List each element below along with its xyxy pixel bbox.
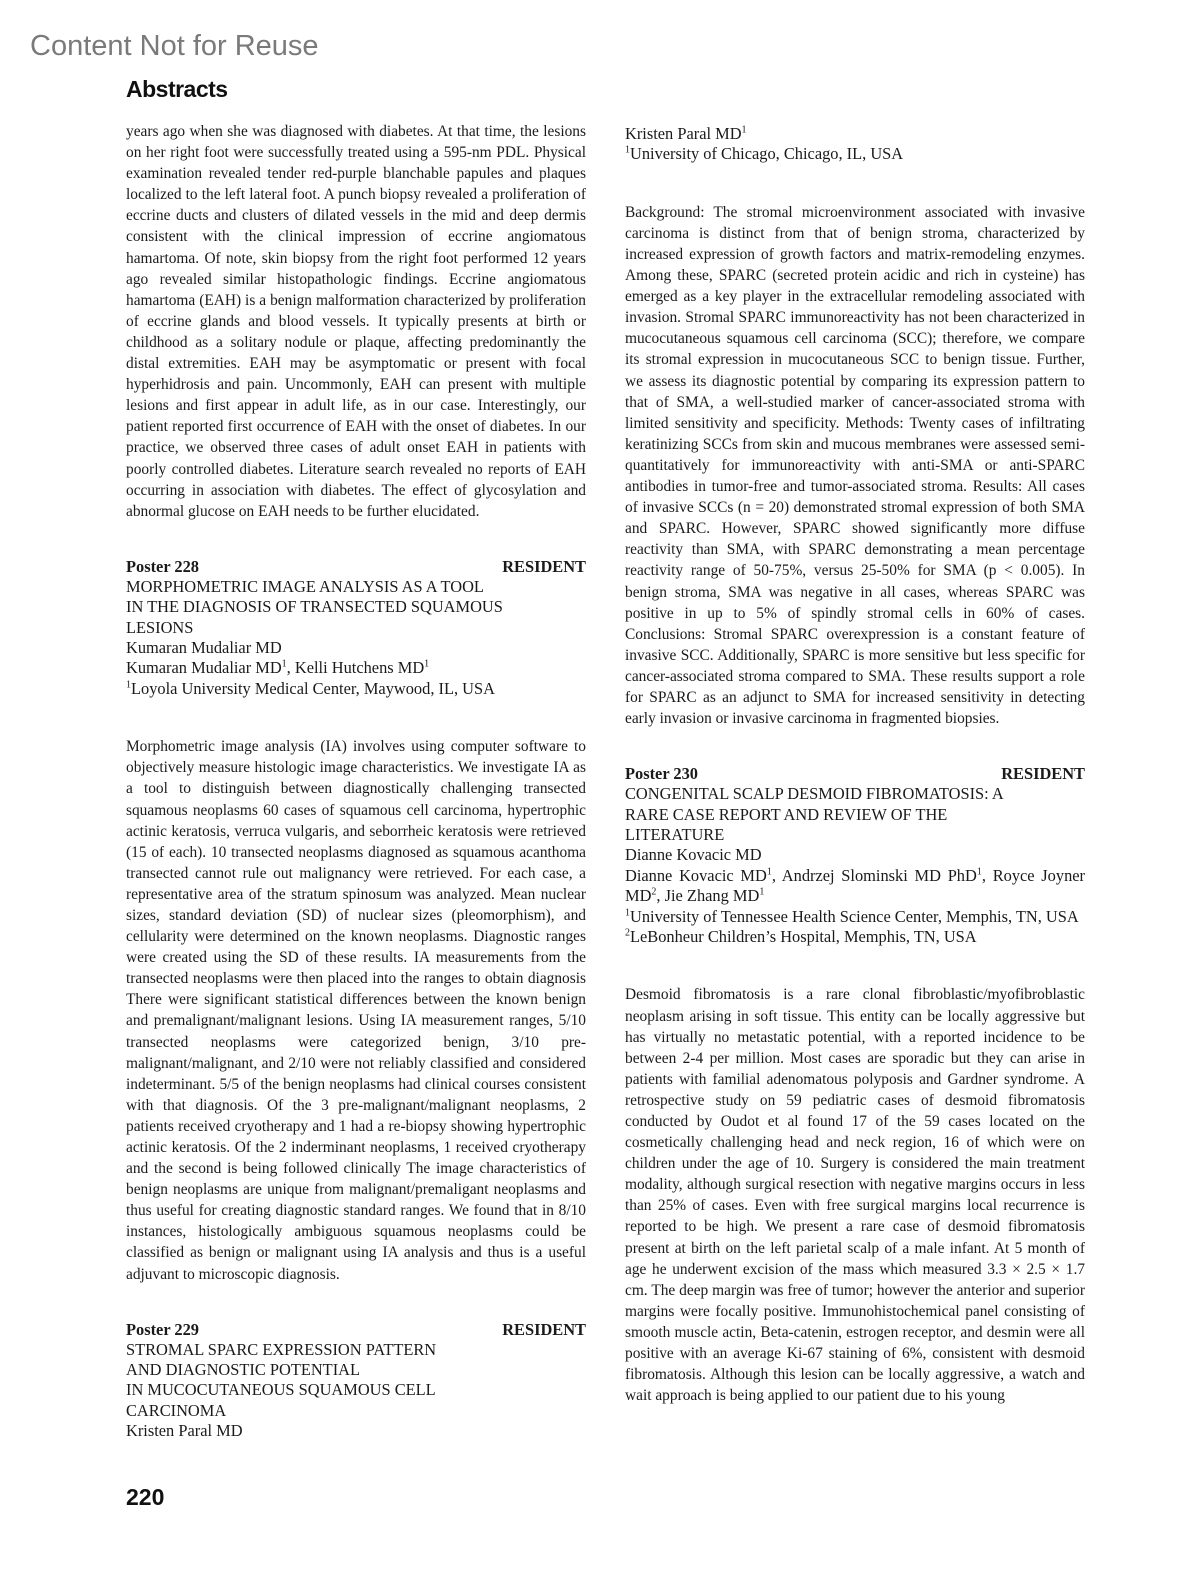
- poster-label: Poster 229: [126, 1319, 199, 1339]
- affiliation: [625, 907, 1085, 927]
- author: Dianne Kovacic MD: [625, 865, 767, 885]
- title-line: IN MUCOCUTANEOUS SQUAMOUS CELL: [126, 1380, 436, 1400]
- poster-header: [126, 556, 586, 577]
- page-number: 220: [126, 1484, 165, 1510]
- title-line: CONGENITAL SCALP DESMOID FIBROMATOSIS: A: [625, 784, 1004, 804]
- affiliation-marker: 1: [976, 866, 982, 878]
- affiliation: [126, 679, 586, 699]
- poster-category: RESIDENT: [502, 1319, 586, 1339]
- poster-header: [126, 1319, 586, 1340]
- left-column: [126, 121, 586, 1442]
- title-line: LITERATURE: [625, 824, 725, 844]
- continuation-text: years ago when she was diagnosed with diabetes. At that time, the lesions on her right foot were successfully treated using a 595-nm PDL. Physical examination revealed tender red-purple blanchable papules and plaques localized to the left lateral foot. A punch biopsy revealed a proliferation of eccrine ducts and clusters of dilated vessels in the mid and deep dermis consistent with the clinical impression of eccrine angiomatous hamartoma. Of note, skin biopsy from the right foot performed 12 years ago revealed similar histopathologic findings. Eccrine angiomatous hamartoma (EAH) is a benign malformation characterized by proliferation of eccrine glands and blood vessels. It typically presents at birth or childhood as a solitary nodule or plaque, affecting predominantly the distal extremities. EAH may be asymptomatic or present with focal hyperhidrosis and pain. Uncommonly, EAH can present with multiple lesions and first appear in adult life, as in our case. Interestingly, our patient reported first occurrence of EAH with the onset of diabetes. In our practice, we observed three cases of adult onset EAH in patients with poorly controlled diabetes. Literature search revealed no reports of EAH occurring in association with diabetes. The effect of glycosylation and abnormal glucose on EAH needs to be further elucidated.: [126, 123, 586, 520]
- affiliation-text: Loyola University Medical Center, Maywood, IL, USA: [131, 678, 495, 698]
- affiliation-text: LeBonheur Children’s Hospital, Memphis, TN, USA: [630, 927, 977, 946]
- abstract-poster-229: [126, 1319, 586, 1442]
- poster-category: RESIDENT: [1001, 764, 1085, 784]
- poster-title: [126, 1340, 586, 1422]
- abstract-poster-230: [625, 763, 1085, 1406]
- affiliation-marker: 1: [281, 658, 287, 670]
- poster-title: [126, 577, 586, 638]
- affiliation-marker: 1: [424, 658, 430, 670]
- affiliation-marker: 1: [625, 144, 630, 156]
- title-line: AND DIAGNOSTIC POTENTIAL: [126, 1360, 360, 1380]
- title-line: IN THE DIAGNOSIS OF TRANSECTED SQUAMOUS: [126, 597, 503, 617]
- title-line: STROMAL SPARC EXPRESSION PATTERN: [126, 1339, 437, 1359]
- title-line: MORPHOMETRIC IMAGE ANALYSIS AS A TOOL: [126, 576, 484, 596]
- author: Kumaran Mudaliar MD: [126, 658, 282, 678]
- author-list: [625, 124, 1085, 144]
- poster-title: [625, 784, 1085, 845]
- affiliation-marker: 1: [759, 886, 765, 898]
- abstract-poster-229-continued: [625, 124, 1085, 729]
- affiliation-marker: 1: [126, 679, 131, 691]
- author: Kristen Paral MD: [625, 124, 742, 143]
- affiliation-text: University of Chicago, Chicago, IL, USA: [630, 144, 904, 164]
- poster-category: RESIDENT: [502, 556, 586, 576]
- affiliation-text: University of Tennessee Health Science Center, Memphis, TN, USA: [630, 906, 1079, 926]
- abstract-body: Background: The stromal microenvironment associated with invasive carcinoma is distinct from that of benign stroma, characterized by increased expression of growth factors and matrix-remodeling enzymes. Among these, SPARC (secreted protein acidic and rich in cysteine) has emerged as a key player in the extracellular remodeling associated with invasion. Stromal SPARC immunoreactivity has not been characterized in mucocutaneous squamous cell carcinoma (SCC); therefore, we compare its stromal expression in mucocutaneous SCC to benign tissue. Further, we assess its diagnostic potential by comparing its expression pattern to that of SMA, a well-studied marker of cancer-associated stroma with limited sensitivity and specificity. Methods: Twenty cases of infiltrating keratinizing SCCs from skin and mucous membranes were assessed semi-quantitatively for immunoreactivity with anti-SMA or anti-SPARC antibodies in tumor-free and tumor-associated stroma. Results: All cases of invasive SCCs (n = 20) demonstrated stromal expression of both SMA and SPARC. However, SPARC showed significantly more diffuse reactivity than SMA, with SPARC demonstrating a mean percentage reactivity range of 50-75%, versus 25-50% for SMA (p < 0.005). In benign stroma, SMA was negative in all cases, whereas SPARC was positive in up to 5% of spindly stromal cells in 60% of cases. Conclusions: Stromal SPARC overexpression is a constant feature of invasive SCC. Additionally, SPARC is more sensitive but less specific for cancer-associated stroma compared to SMA. These results support a role for SPARC as an adjunct to SMA for increased sensitivity in detecting early invasion or invasive carcinoma in fragmented biopsies.: [625, 203, 1085, 728]
- affiliation: [625, 144, 1085, 164]
- author-list: Kumaran Mudaliar $MD^1$, Kelli Hutchens $MD^1$: [126, 658, 430, 678]
- author: Royce Joyner MD: [625, 865, 1085, 906]
- abstract-poster-228: [126, 556, 586, 1285]
- right-column: [625, 124, 1085, 1406]
- watermark: Content Not for Reuse: [30, 30, 319, 62]
- abstract-body: Morphometric image analysis (IA) involves using computer software to objectively measure histologic image characteristics. We investigate IA as a tool to distinguish between diagnostically challenging transected squamous neoplasms 60 cases of squamous cell carcinoma, hypertrophic actinic keratosis, verruca vulgaris, and seborrheic keratosis were retrieved (15 of each). 10 transected neoplasms diagnosed as squamous acanthoma transected cannot rule out malignancy were retrieved. For each case, a representative area of the stratum spinosum was analyzed. Mean nuclear sizes, standard deviation (SD) of nuclear sizes (pleomorphism), and cellularity were determined on the known neoplasms. Diagnostic ranges were created using the SD of these results. IA measurements from the transected neoplasms were then placed into the ranges to obtain diagnosis There were significant statistical differences between the known benign and premalignant/malignant lesions. Using IA measurement ranges, 5/10 transected neoplasms were categorized benign, 3/10 pre-malignant/malignant, and 2/10 were not reliably classified and considered indeterminant. 5/5 of the benign neoplasms had clinical courses consistent with that diagnosis. Of the 3 pre-malignant/malignant neoplasms, 2 patients received cryotherapy and 1 had a re-biopsy showing hypertrophic actinic keratosis. Of the 2 inderminant neoplasms, 1 received cryotherapy and the second is being followed clinically The image characteristics of benign neoplasms are unique from malignant/premaligant neoplasms and thus useful for creating diagnostic standard ranges. We found that in 8/10 instances, histologically ambiguous squamous neoplasms could be classified as benign or malignant using IA analysis and thus is a useful adjuvant to microscopic diagnosis.: [126, 738, 586, 1283]
- affiliation-marker: 1: [766, 866, 772, 878]
- title-line: RARE CASE REPORT AND REVIEW OF THE: [625, 804, 948, 824]
- running-head: Abstracts: [126, 76, 228, 102]
- author-list: Dianne Kovacic $MD^1$, Andrzej Slominski MD PhD$^1$, Royce Joyner $MD^2$, Jie Zhang $MD^1$: [625, 865, 1085, 906]
- affiliation: [625, 927, 1085, 947]
- abstract-body: Desmoid fibromatosis is a rare clonal fibroblastic/myofibroblastic neoplasm arising in soft tissue. This entity can be locally aggressive but has virtually no metastatic potential, with a reported incidence to be between 2-4 per million. Most cases are sporadic but they can arise in patients with familial adenomatous polyposis and Gardner syndrome. A retrospective study on 59 pediatric cases of desmoid fibromatosis conducted by Oudot et al found 17 of the 59 cases located on the cosmetically challenging head and neck region, 16 of which were on children under the age of 10. Surgery is considered the main treatment modality, although surgical resection with negative margins occurs in less than 25% of cases. Even with free surgical margins local recurrence is reported to be high. We present a rare case of desmoid fibromatosis present at birth on the left parietal scalp of a male infant. At 5 month of age he underwent excision of the mass which measured 3.3 × 2.5 × 1.7 cm. The deep margin was free of tumor; however the anterior and superior margins were focally positive. Immunohistochemical panel consisting of smooth muscle actin, Beta-catenin, estrogen receptor, and desmin were all positive with an average Ki-67 staining of 6%, consistent with desmoid fibromatosis. Although this lesion can be locally aggressive, a watch and wait approach is being applied to our patient due to his young: [625, 986, 1085, 1405]
- author: Kelli Hutchens MD: [294, 658, 425, 678]
- poster-label: Poster 228: [126, 556, 199, 576]
- affiliation-marker: 1: [625, 907, 630, 919]
- author: Andrzej Slominski MD PhD: [781, 865, 977, 885]
- affiliation-marker: 2: [651, 886, 657, 898]
- poster-label: Poster 230: [625, 764, 698, 784]
- affiliation-marker: 2: [625, 927, 630, 939]
- affiliation-marker: 1: [741, 124, 747, 136]
- presenter: Kristen Paral MD: [126, 1421, 243, 1441]
- title-line: LESIONS: [126, 617, 194, 637]
- presenter: Kumaran Mudaliar MD: [126, 638, 282, 657]
- title-line: CARCINOMA: [126, 1400, 227, 1420]
- author: Jie Zhang MD: [664, 886, 760, 906]
- poster-header: [625, 763, 1085, 784]
- presenter: Dianne Kovacic MD: [625, 845, 762, 865]
